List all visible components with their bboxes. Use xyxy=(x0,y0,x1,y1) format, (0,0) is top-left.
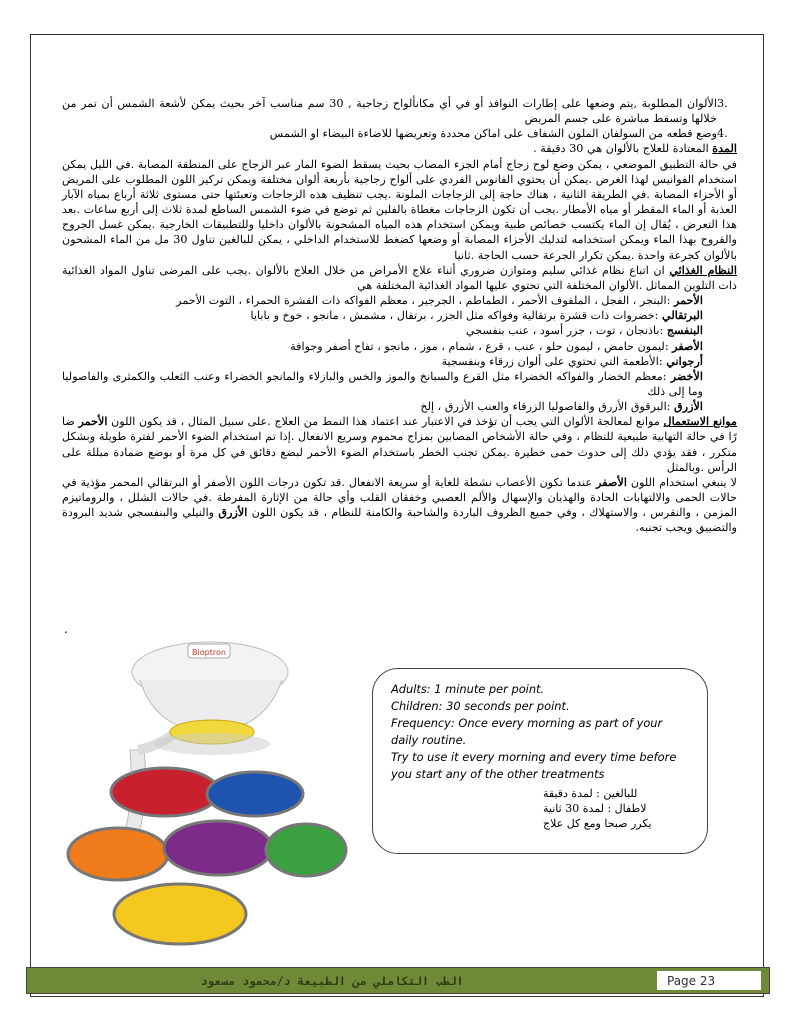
note-frequency: Frequency: Once every morning as part of your daily routine. xyxy=(391,716,663,747)
note-ar-adults: للبالغين : لمدة دقيقة xyxy=(543,787,638,800)
stray-dot: . xyxy=(64,622,68,636)
contraindications-text: ضا رًا في حالة التهابية طبيعية للنظام ، وفي حالة الأشخاص المصابين بمزاج محموم وسريع الانفعال .إذا تم استخدام الضوء الأحمر لفترة طويلة وبشكل متكرر ، فقد يؤدي ذلك إلى حدوث حمى خطيرة .يمكن تجنب الخطر باستخدام الضوء الأحمر لبضع دقائق في كل مرة أو بوضع ضمادة مبللة على الرأس .وبالمثل xyxy=(62,415,737,474)
diet-paragraph xyxy=(62,263,737,293)
food-label: أرجواني xyxy=(666,353,703,368)
food-label: الأحمر xyxy=(673,293,703,308)
diet-text: ان اتباع نظام غذائي سليم ومتوازن ضروري أثناء علاج الأمراض من خلال العلاج بالألوان .يجب على المرضى تناول المواد الغذائية ذات التلوين المماثل .الألوان المختلفة التي تحتوي عليها المواد الغذائية المختلفة هي xyxy=(62,263,737,292)
caution-text: عندما تكون الأعصاب نشطة للغاية أو سريعة الانفعال .قد تكون درجات اللون الأصفر أو البرتقالي المحمر مؤذية في حالات الحمى والالتهابات الحادة والهذيان والإسهال والألم العصبي وخفقان القلب وأي حالة من الإثارة المفرطة .في حالات الشلل ، والروماتيزم المزمن ، والنقرس ، والاستهلاك ، وفي جميع الظروف الباردة والشاحبة والكامنة للنظام ، قد يكون اللون xyxy=(62,475,737,520)
food-label: البرتقالي xyxy=(662,308,703,323)
food-text: :البرقوق الأزرق والفاصوليا الزرقاء والعنب الأزرق ، إلخ xyxy=(420,400,675,414)
food-red xyxy=(62,293,737,308)
filter-orange xyxy=(68,828,168,880)
caution-text: والنيلي والبنفسجي شديد البرودة والتضييق ويجب تجنبه. xyxy=(62,506,737,535)
food-violet xyxy=(62,323,737,338)
food-label: الأخضر xyxy=(670,368,703,383)
filter-green xyxy=(266,824,346,876)
duration-paragraph xyxy=(62,141,737,156)
food-label: الأصفر xyxy=(672,338,703,353)
note-ar-children: لاطفال : لمدة 30 ثانية xyxy=(543,802,647,815)
food-yellow xyxy=(62,339,737,354)
diet-label: النظام الغذائي xyxy=(669,262,737,277)
food-green xyxy=(62,369,737,399)
duration-label: المدة xyxy=(712,141,737,156)
food-text: :البنجر ، الفجل ، الملفوف الأحمر ، الطماطم ، الجرجير ، معظم الفواكه ذات القشرة الحمراء ، التوت الأحمر xyxy=(176,294,674,308)
red-highlight: الأحمر xyxy=(78,414,108,429)
color-filters xyxy=(68,768,346,944)
filter-red xyxy=(111,768,219,816)
application-paragraph: في حالة التطبيق الموضعي ، يمكن وضع لوح زجاج أمام الجزء المصاب بحيث يسقط الضوء المار عبر الزجاج على المنطقة المصابة .في الليل يمكن استخدام الفوانيس لهذا الغرض .يمكن أن يحتوي الفانوس الفردي على ألواح زجاجية بأربعة ألوان مختلفة ويمكن تركيز اللون المطلوب على المريض أو الأجزاء المصابة .في الطريقة الثانية ، هناك حاجة إلى الزجاجات الملونة .يجب تنظيف هذه الزجاجات وتعبئتها حتى مستوى ثلاثة أرباع بمياه الآبار العذبة أو الماء المقطر أو مياه الأمطار .يجب أن تكون الزجاجات مغطاة بالفلين ثم توضع في ضوء الشمس الساطع لمدة ثلاث إلى أربع ساعات .بعد هذا التعرض ، يُقال إن الماء يكتسب خصائص طبية ويمكن استخدام هذه المياه المشحونة بالألوان داخليا وللتطبيقات الخارجية .يمكن غسل الجروح والقروح بهذا الماء ويمكن استخدامه لتدليك الأجزاء المصابة أو وضعها كضغط للاستخدام الداخلي ، يمكن للبالغين تناول 30 مل من الماء المشحون بالألوان كجرعة واحدة .يمكن تكرار الجرعة حسب الحاجة .ثانيا xyxy=(62,157,737,262)
contraindications-label: موانع الاستعمال xyxy=(663,414,737,429)
caution-text: لا ينبغي استخدام اللون xyxy=(626,475,737,489)
color-therapy-lamp-illustration xyxy=(60,632,350,954)
blue-highlight: الأزرق xyxy=(218,505,248,520)
list-number: 4. xyxy=(717,127,728,141)
note-adults: Adults: 1 minute per point. xyxy=(391,682,545,696)
contraindications-text: موانع لمعالجة الألوان التي يجب أن تؤخذ في الاعتبار عند اعتماد هذا النمط من العلاج .على سبيل المثال ، قد يكون اللون xyxy=(107,415,664,429)
list-text: الألوان المطلوبة ,يتم وضعها على إطارات النوافذ أو في أي مكانألواح زجاجية , 30 سم مناسب آخر بحيث يمكن لأشعة الشمس أن تمر من خلالها وتسقط مباشرة على جسم المريض xyxy=(62,97,717,126)
yellow-highlight: الأصفر xyxy=(596,474,627,489)
food-text: :معظم الخضار والفواكه الخضراء مثل القرع والسبانخ والموز والخس والبازلاء والمانجو الخضراء وعنب الثعلب والكمثرى والفاصوليا وما إلى ذلك xyxy=(62,369,703,398)
food-text: :خضروات ذات قشرة برتقالية وفواكه مثل الجزر ، برتقال ، مشمش ، مانجو ، خوخ و بابايا xyxy=(250,309,663,323)
lamp-shadow xyxy=(154,733,270,755)
food-text: :باذنجان ، توت ، جزر أسود ، عنب بنفسجي xyxy=(465,324,667,338)
food-label: البنفسج xyxy=(666,323,703,338)
note-arabic xyxy=(391,786,693,831)
footer-title: الطب التكاملي من الطبيعة د/محمود مسعود xyxy=(200,973,464,988)
lamp-brand: Bioptron xyxy=(192,648,226,657)
contraindications-paragraph xyxy=(62,414,737,475)
food-text: :الأطعمة التي تحتوي على ألوان زرقاء وبنفسجية xyxy=(441,354,667,368)
list-number: 3. xyxy=(717,97,728,110)
note-ar-repeat: يكرر صبحا ومع كل علاج xyxy=(543,817,652,830)
food-purple xyxy=(62,354,737,369)
food-text: :ليمون حامض ، ليمون حلو ، عنب ، قرع ، شمام ، موز ، مانجو ، تفاح أصفر وجوافة xyxy=(290,339,673,353)
page-number: Page 23 xyxy=(657,971,761,990)
yellow-caution-paragraph xyxy=(62,475,737,536)
duration-text: المعتادة للعلاج بالألوان هي 30 دقيقة . xyxy=(533,142,713,156)
list-text: وضع قطعه من السولفان الملون الشفاف على اماكن محددة وتعريضها للاضاءة البيضاء او الشمس xyxy=(269,127,717,141)
food-label: الأزرق xyxy=(674,399,703,414)
food-blue xyxy=(62,399,737,414)
note-children: Children: 30 seconds per point. xyxy=(391,699,570,713)
filter-yellow xyxy=(114,884,246,944)
filter-blue xyxy=(207,772,303,816)
dosage-note-box xyxy=(372,668,708,854)
food-orange xyxy=(62,308,737,323)
list-item-3 xyxy=(62,96,737,126)
filter-violet xyxy=(164,821,272,875)
article-body xyxy=(62,96,737,536)
note-usage: Try to use it every morning and every time before you start any of the other treatments xyxy=(391,750,677,781)
list-item-4 xyxy=(62,126,737,141)
page-footer xyxy=(26,967,770,994)
